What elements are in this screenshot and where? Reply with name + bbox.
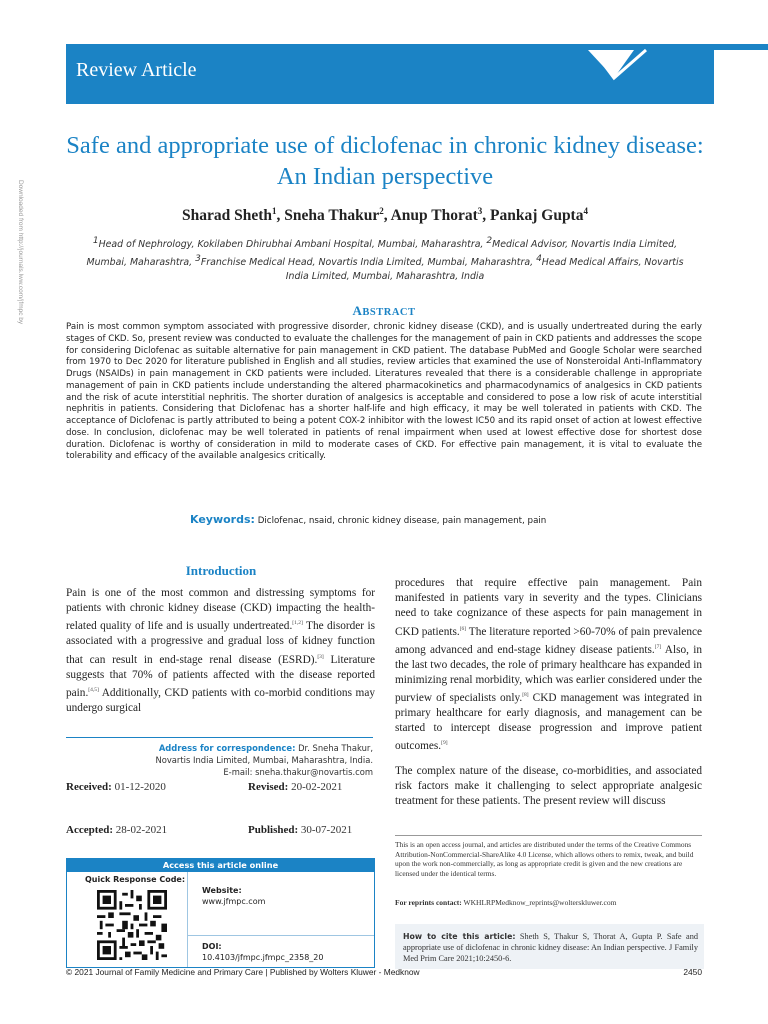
download-notice: Downloaded from http://journals.lww.com/jfmpc by [17,180,24,325]
citation-box [395,924,704,969]
website-cell [188,885,374,907]
citation-ref[interactable]: [6] [459,625,467,632]
keywords [190,513,750,526]
published-date: Published: 30-07-2021 [248,824,353,836]
citation-label: How to cite this article: [403,932,516,941]
doi-link[interactable]: 10.4103/jfmpc.jfmpc_2358_20 [202,953,324,962]
revised-date: Revised: 20-02-2021 [248,781,343,793]
article-type-banner [66,44,768,104]
access-heading: Access this article online [67,859,374,872]
author: Pankaj Gupta$^4$ [490,206,588,225]
divider [395,835,702,836]
qr-cell [67,872,188,967]
citation-ref[interactable]: [9] [441,740,448,747]
reprints-contact [395,898,702,907]
qr-code-icon[interactable] [97,890,167,960]
citation-ref[interactable]: [8] [522,691,529,698]
website-label: Website: [202,886,242,895]
access-online-box [66,858,375,968]
reprints-email[interactable]: WKHLRPMedknow_reprints@wolterskluwer.com [461,898,617,907]
accepted-date: Accepted: 28-02-2021 [66,824,168,836]
author-list [60,206,710,225]
intro-column-right-paragraph: The complex nature of the disease, co-morbidities, and associated risk factors make it challenging to select appropriate analgesic treatment for these patients. The present review will discuss [395,765,702,808]
page-number: 2450 [683,967,702,977]
page-footer [66,967,702,979]
intro-column-right: procedures that require effective pain management. Pain manifested in patients vary in severity and the types. Clinicians need to take cognizance of these aspects for pain management in CKD patients.[6] The literature reported >60-70% of pain prevalence among advanced and end-stage kidney disease patients.[7] Also, in the last two decades, the role of primary healthcare has expanded in minimizing renal morbidity, which was earlier considered under the purview of specialists only.[8] CKD management was integrated in primary healthcare for early diagnosis, and management can be started to intercept disease progression and improve patient outcomes.[9] [395,577,702,753]
license-notice: This is an open access journal, and articles are distributed under the terms of the Creative Commons Attribution-NonCommercial-ShareAlike 4.0 License, which allows others to remix, tweak, and build upon the work non-commercially, as long as appropriate credit is given and the new creations are licensed under the identical terms. [395,840,694,878]
intro-column-left: Pain is one of the most common and distressing symptoms for patients with chronic kidney disease (CKD) impacting the health-related quality of life and is usually undertreated.[1,2] The disorder is associated with a progressive and gradual loss of kidney function that can result in end-stage renal disease (ESRD).[3] Literature suggests that 70% of patients affected with the disease reported pain.[4,5] Additionally, CKD patients with co-morbid conditions may undergo surgical [66,587,376,714]
article-type-label: Review Article [76,59,197,81]
qr-label: Quick Response Code: [85,875,186,884]
section-heading-introduction: Introduction [185,563,257,578]
correspondence-block: Address for correspondence: Dr. Sneha Thakur, Novartis India Limited, Mumbai, Maharashtra, India. E-mail: sneha.thakur@novartis.com [155,743,373,778]
received-date: Received: 01-12-2020 [66,781,166,793]
citation-ref[interactable]: [3] [317,653,324,660]
footer-copyright: © 2021 Journal of Family Medicine and Primary Care | Published by Wolters Kluwer - Medknow [66,967,420,977]
citation-text: How to cite this article: Sheth S, Thakur S, Thorat A, Gupta P. Safe and appropriate use of diclofenac in chronic kidney disease: An Indian perspective. J Family Med Prim Care 2021;10:2450-6. [403,932,699,963]
citation-ref[interactable]: [7] [654,643,662,650]
author: Sneha Thakur$^2$, [284,206,391,225]
article-title: Safe and appropriate use of diclofenac in chronic kidney disease: An Indian perspective [66,132,704,190]
reprints-label: For reprints contact: [395,898,462,907]
abstract-heading: ABSTRACT [352,303,416,318]
website-link[interactable]: www.jfmpc.com [202,897,266,906]
affiliations: $^1$Head of Nephrology, Kokilaben Dhirubhai Ambani Hospital, Mumbai, Maharashtra, $^2$Medical Advisor, Novartis India Limited, Mumbai, Maharashtra, $^3$Franchise Medical Head, Novartis India Limited, Mumbai, Maharashtra, $^4$Head Medical Affairs, Novartis India Limited, Mumbai, Maharashtra, India [86,236,684,283]
citation-ref[interactable]: [1,2] [292,620,303,627]
abstract-text: Pain is most common symptom associated with progressive disorder, chronic kidney disease (CKD), and is usually undertreated during the early stages of CKD. So, present review was conducted to evaluate the challenges for the management of pain in CKD patients and addresses the scope for considering Diclofenac as suitable alternative for pain management in CKD patient. The database PubMed and Google Scholar were searched from 1970 to Dec 2020 for literature published in English and all studies, review articles that examined the use of Nonsteroidal Anti-Inflammatory Drugs (NSAIDs) in pain management in CKD patients were included. Literatures revealed that there is a considerable challenge in appropriate management of pain in CKD patients include understanding the altered pharmacokinetics and pharmacodynamics of analgesics in CKD patients and the risk of acute interstitial nephritis. The shorter duration of analgesics is acceptable and considered to pose a low risk of acute interstitial nephritis in patients. Considering that Diclofenac has a shorter half-life and high efficacy, it may be well tolerated in patients with CKD. The acceptance of Diclofenac is partly attributed to being a potent COX-2 inhibitor with the lowest IC50 and its rapid onset of action at lowest effective dose. In conclusion, diclofenac may be well tolerated in patients of renal impairment when used at lowest effective dose for shortest dose duration. Diclofenac is worthy of consideration in mild to moderate cases of CKD. For effective pain management, it is vital to evaluate the tolerability and efficacy of the available analgesics critically. [66,322,702,462]
correspondence-label: Address for correspondence: [158,743,296,753]
keywords-text: Diclofenac, nsaid, chronic kidney disease, pain management, pain [257,516,547,526]
divider [66,737,373,738]
doi-cell [188,935,374,963]
correspondence-email[interactable]: sneha.thakur@novartis.com [255,767,373,778]
author: Sharad Sheth$^1$, [182,206,285,225]
keywords-label: Keywords: [190,513,255,526]
author: Anup Thorat$^3$, [390,206,491,225]
doi-label: DOI: [202,942,222,951]
citation-ref[interactable]: [4,5] [88,686,99,693]
